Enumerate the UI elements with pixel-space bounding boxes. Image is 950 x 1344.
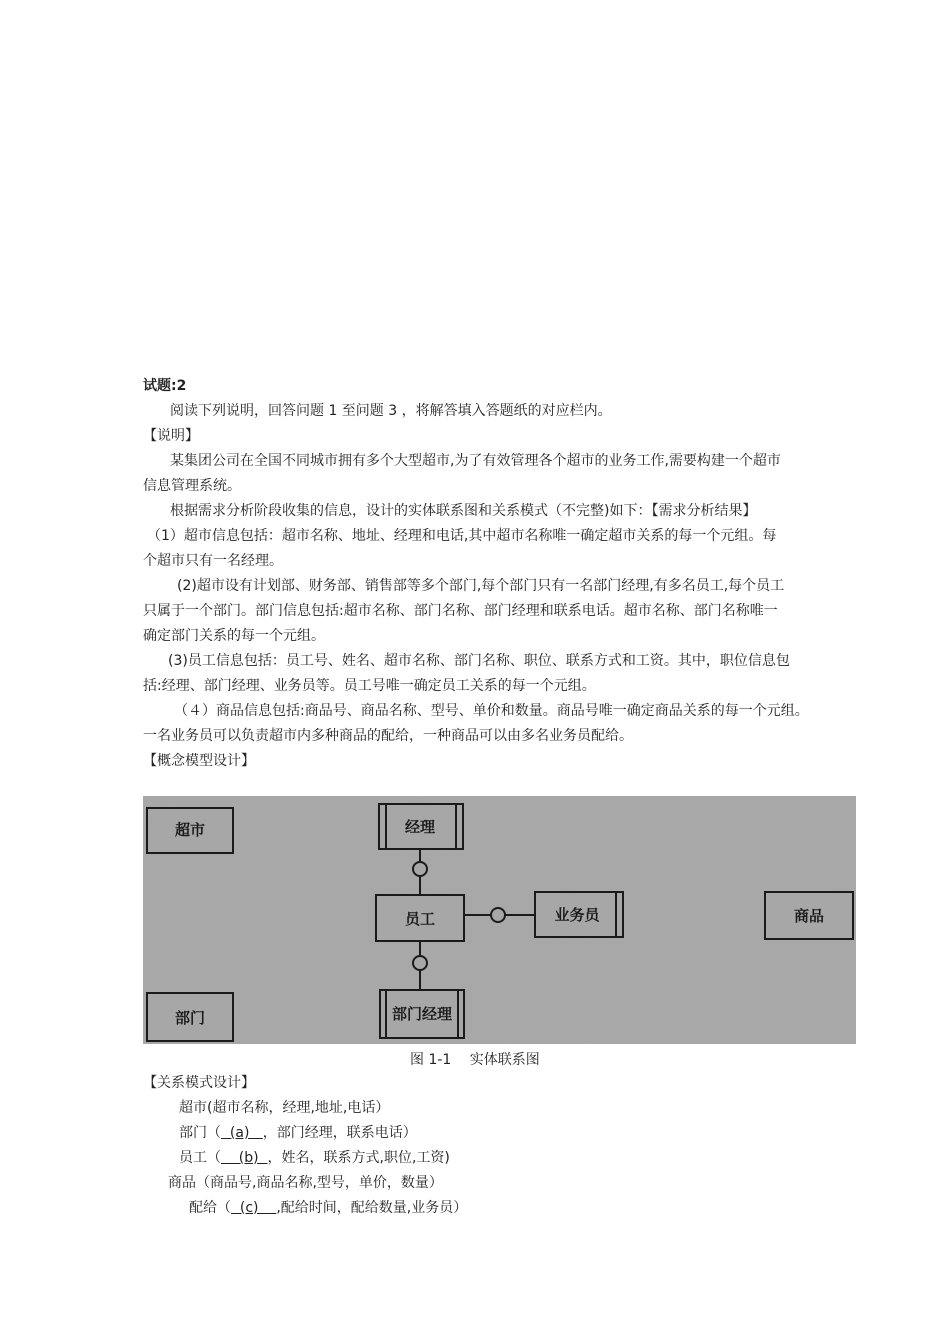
instruction: 阅读下列说明，回答问题 1 至问题 3 ，将解答填入答题纸的对应栏内。 [170,403,612,419]
schema-text: ,配给时间，配给数量,业务员） [276,1200,468,1216]
blank-a: (a) [221,1125,263,1141]
desc-line: 只属于一个部门。部门信息包括:超市名称、部门名称、部门经理和联系电话。超市名称、部门名称唯一 [143,603,778,619]
entity-label-employee: 员工 [404,910,436,928]
schema-text: ，姓名，联系方式,职位,工资) [267,1150,450,1166]
desc-line: (3)员工信息包括：员工号、姓名、超市名称、部门名称、职位、联系方式和工资。其中，职位信息包 [168,653,790,669]
isa-circle [413,956,427,970]
isa-circle [491,908,505,922]
blank-c: (c) [231,1200,277,1216]
desc-line: 某集团公司在全国不同城市拥有多个大型超市,为了有效管理各个超市的业务工作,需要构建一个超市 [170,453,781,469]
entity-label-dept-manager: 部门经理 [391,1005,453,1023]
question-title: 试题:2 [143,378,187,394]
schema-text: ，部门经理，联系电话） [262,1125,417,1141]
section-heading-concept: 【概念模型设计】 [143,753,255,769]
entity-label-supermarket: 超市 [174,821,206,839]
entity-label-goods: 商品 [793,907,825,925]
schema-department [179,1123,417,1143]
figure-caption: 图 1-1 实体联系图 [410,1052,540,1068]
section-heading-relation: 【关系模式设计】 [143,1075,255,1091]
desc-line: (2)超市设有计划部、财务部、销售部等多个部门,每个部门只有一名部门经理,有多名员工,每个员工 [177,578,785,594]
schema-text: 部门（ [179,1125,221,1141]
entity-label-salesman: 业务员 [554,906,600,924]
desc-line: 信息管理系统。 [143,478,241,494]
desc-line: 确定部门关系的每一个元组。 [143,628,325,644]
desc-line: 根据需求分析阶段收集的信息，设计的实体联系图和关系模式（不完整)如下：【需求分析结果】 [170,503,757,519]
desc-line: 个超市只有一名经理。 [143,553,283,569]
entity-label-manager: 经理 [404,818,436,836]
desc-line: （４）商品信息包括:商品号、商品名称、型号、单价和数量。商品号唯一确定商品关系的每一个元组。 [174,703,809,719]
schema-supermarket: 超市(超市名称，经理,地址,电话） [179,1100,390,1116]
desc-line: 一名业务员可以负责超市内多种商品的配给，一种商品可以由多名业务员配给。 [143,728,633,744]
blank-b: (b) [221,1150,268,1166]
schema-employee [179,1148,450,1168]
desc-line: 括:经理、部门经理、业务员等。员工号唯一确定员工关系的每一个元组。 [143,678,596,694]
schema-supply [189,1198,467,1218]
entity-label-department: 部门 [174,1009,206,1027]
isa-circle [413,862,427,876]
schema-text: 员工（ [179,1150,221,1166]
section-heading-description: 【说明】 [143,428,199,444]
schema-text: 配给（ [189,1200,231,1216]
desc-line: （1）超市信息包括：超市名称、地址、经理和电话,其中超市名称唯一确定超市关系的每一个元组。每 [147,528,777,544]
schema-goods: 商品（商品号,商品名称,型号，单价，数量） [168,1175,443,1191]
er-diagram [143,796,856,1044]
